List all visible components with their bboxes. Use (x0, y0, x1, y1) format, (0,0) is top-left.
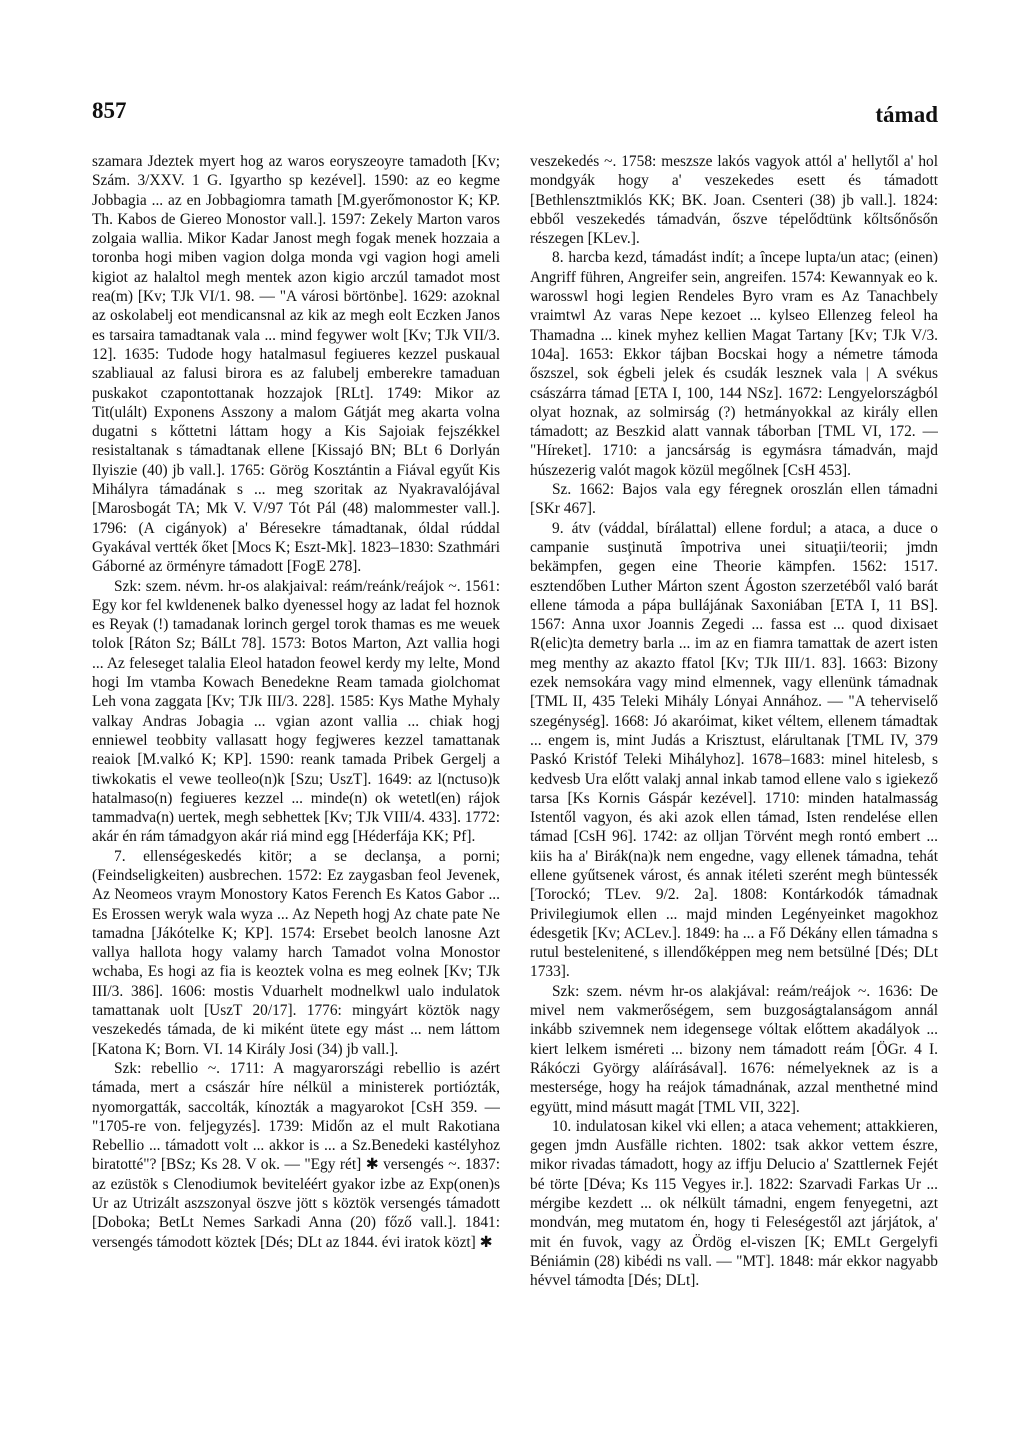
page-number: 857 (92, 98, 127, 123)
paragraph: Szk: szem. névm. hr-os alakjaival: reám/reánk/reájok ~. 1561: Egy kor fel kwldenenek balko dyenessel hogy az ladat fel hoznok es Reyak (!) tamadanak lorinch gergel torok thamas es me weuek tolok [Ráton Sz; BálLt 78]. 1573: Botos Marton, Azt vallia hogi ... Az feleseget talalia Eleol hatadon feowel kerdy my lelte, Mond hogi Im vtamba Kowach Benedekne Ream tamada giolchomat Leh vona zaggata [Kv; TJk III/3. 228]. 1585: Kys Mathe Myhaly valkay Andras Jobagia ... vgian azont vallia ... chiak hogj enniewel teobbity vallasatt hogy fegjweres kezzel tamattanak reaiok [M.valkó K; KP]. 1590: reank tamada Pribek Gergelj a tiwkokatis el vewe teolleo(n)k [Szu; UszT]. 1649: az l(nctuso)k hatalmaso(n) fegiueres kezzel ... minde(n) ok wetetl(en) rájok tammadva(n) uertek, megh sebhettek [Kv; TJk VIII/4. 433]. 1772: akár én rám támadgyon akár riá mind egg [Héderfája KK; Pf]. (92, 577, 500, 846)
paragraph: 9. átv (váddal, bírálattal) ellene fordul; a ataca, a duce o campanie susţinută împotriva unei situaţii/teorii; jmdn bekämpfen, gegen eine Theorie kämpfen. 1562: 1517. esztendőben Luther Márton szent Ágoston szerzetéből való barát ellene támoda a pápa bullájának Saxoniában [ETA I, 11 BS]. 1567: Anna uxor Joannis Zegedi ... fassa est ... quod dixisaet R(elic)ta demetry barla ... im az en fiamra tamattak de azert isten meg menthy az akazto ffatol [Kv; TJk III/1. 83]. 1663: Bizony ezek nemsokára vagy mind elmennek, vagy ellenünk támadnak [TML II, 435 Teleki Mihály Lónyai Annához. — "A teherviselő szegénység]. 1668: Jó akaróimat, kiket véltem, ellenem támadtak ... engem is, mint Judás a Krisztust, elárultanak [TML IV, 379 Paskó Kristóf Teleki Mihályhoz]. 1678–1683: minel hitelesb, s kedvesb Ura előtt valakj annal inkab tamod ellene valo s igiekező tarsa [Ks Kornis Gáspár kezével]. 1710: minden hatalmasság Istentől vagyon, és aki azok ellen támad, Isten rendelése ellen támad [CsH 96]. 1742: az olljan Törvént megh rontó embert ... kiis ha a' Birák(na)k nem engedne, vagy ellenek támadna, tehát ellene gyűtsenek várost, és annak itéleti szerént megh büntessék [Torockó; TLev. 9/2. 2a]. 1808: Kontárkodók támadnak Privilegiumok ellen ... majd minden Legényeinket magokhoz édesgetik [Kv; ACLev.]. 1849: ha ... a Fő Dékány ellen támadna s rutul bestelenitené, s illendőképpen meg nem betsülné [Dés; DLt 1733]. (530, 519, 938, 981)
paragraph: szamara Jdeztek myert hog az waros eoryszeoyre tamadoth [Kv; Szám. 3/XXV. 1 G. Igyartho sp kezével]. 1590: az eo kegme Jobbagia ... az en Jobbagiomra tamath [M.gyerőmonostor K; KP. Th. Kabos de Giereo Monostor vall.]. 1597: Zekely Marton varos zolgaia wallia. Mikor Kadar Janost megh fogak menek hozzaia a toronba hogi miben vagion dolga monda vgi vagion hogi ameli kigiot az halaltol megh mentek azon kigio arczúl tamadot most rea(m) [Kv; TJk VI/1. 98. — "A városi börtönbe]. 1629: azoknal az oskolabelj eot mendicansnal az kik az megh eolt Eczken Janos es tarsaira tamadtanak vala ... mind fegywer wolt [Kv; TJk VII/3. 12]. 1635: Tudode hogy hatalmasul fegiueres kezzel puskaual szabliaual az falusi birora es az falubelj emberekre tamaduan puskakot czapontottanak hozzajok [RLt]. 1749: Mikor az Tit(ulált) Exponens Asszony a malom Gátját meg akarta volna dugatni s kőttetni láttam hogy a Kis Sajoiak fejszékkel resistaltanak s támadtanak ellene [Kissajó BN; BLt 6 Dorlyán Ilyiszie (40) jb vall.]. 1765: Görög Kosztántin a Fiával egyűt Kis Mihályra támadának s ... meg szoritak az Nyakravalójával [Marosbogát TA; Mk V. V/97 Tót Pál (48) malommester vall.]. 1796: (A cigányok) a' Béresekre támadtanak, óldal rúddal Gyakával vertték őket [Mocs K; Eszt-Mk]. 1823–1830: Szathmári Gáborné az örményre támadott [FogE 278]. (92, 153, 500, 576)
paragraph: 7. ellenségeskedés kitör; a se declanşa, a porni; (Feindseligkeiten) ausbrechen. 1572: Ez zaygasban feol Jevenek, Az Neomeos vraym Monostory Katos Ferench Es Katos Gabor ... Es Erossen weryk wala wyza ... Az Nepeth hogj Az chate pate Ne tamadna [Jákótelke K; KP]. 1574: Ersebet beolch lanosne Azt vallya hallota hogy valamy harch Tamadot volna Monostor wchaba, Es hogi az fia is keoztek volna es meg eolnek [Kv; TJk III/3. 386]. 1606: mostis Vduarhelt modnelkwl ualo indulatok tamattanak uolt [UszT 20/17]. 1776: mingyárt köztök nagy veszekedés támada, de ki miként ütete egy mást ... nem láttom [Katona K; Born. VI. 14 Király Josi (34) jb vall.]. (92, 847, 500, 1058)
running-head: támad (875, 102, 938, 127)
right-column (530, 152, 938, 1412)
paragraph: 10. indulatosan kikel vki ellen; a ataca vehement; attakkieren, gegen jmdn Ausfälle richten. 1802: tsak akkor vettem észre, mikor rivadas támadott, hogy az iffju Delucio a' Szattlernek Fejét bé törte [Déva; Ks 115 Vegyes ir.]. 1822: Szarvadi Farkas Ur ... mérgibe kezdett ... ok nélkült támadni, engem fenyegetni, azt mondván, meg mutatom én, hogy ti Feleségestől azt járjátok, a' mit én fuvok, vagy az Ördög el-viszen [K; EMLt Gergelyfi Béniámin (28) kibédi ns vall. — "MT]. 1848: már ekkor nagyabb hévvel támodta [Dés; DLt]. (530, 1117, 938, 1290)
paragraph: Sz. 1662: Bajos vala egy féregnek oroszlán ellen támadni [SKr 467]. (530, 481, 938, 518)
dictionary-columns (92, 152, 938, 1412)
paragraph: Szk: rebellio ~. 1711: A magyarországi rebellio is azért támada, mert a császár híre nélkül a ministerek portiózták, nyomorgatták, saccolták, kínozták a magyarokot [CsH 359. — "1705-re von. feljegyzés]. 1739: Midőn az el mult Rakotiana Rebellio ... támadott volt ... akkor is ... a Sz.Benedeki kastélyhoz biratotté"? [BSz; Ks 28. V ok. — "Egy rét] ✱ versengés ~. 1837: az ezüstök s Clenodiumok beviteléért gyakor izbe az Exp(onen)s Ur az Utrizált aszszonyal öszve jött s köztök versengés támadott [Doboka; BetLt Nemes Sarkadi Anna (20) főző vall.]. 1841: versengés támodott köztek [Dés; DLt az 1844. évi iratok közt] ✱ (92, 1059, 500, 1251)
paragraph: Szk: szem. névm hr-os alakjával: reám/reájok ~. 1636: De mivel nem vakmerőségem, sem buzgoságtalanságom annál inkább szivemnek nem idegensege vóltak előttem akadályok ... kiert lelkem isméreti ... bizony nem támadott reám [ÖGr. 4 I. Rákóczi György aláírásával]. 1676: némelyeknek az is a mestersége, hogy ha reájok támadnának, azzal menthetné mind együtt, mind másutt magát [TML VII, 322]. (530, 982, 938, 1116)
page-header (92, 98, 938, 138)
left-column (92, 152, 500, 1412)
paragraph: veszekedés ~. 1758: meszsze lakós vagyok attól a' hellytől a' hol mondgyák hogy a' veszekedes esett és támadott [Bethlensztmiklós KK; BK. Joan. Csenteri (38) jb vall.]. 1824: ebből veszekedés támadván, őszve tépelődtünk kőltsőnősőn részegen [KLev.]. (530, 153, 938, 248)
paragraph: 8. harcba kezd, támadást indít; a începe lupta/un atac; (einen) Angriff führen, Angreifer sein, angreifen. 1574: Kewannyak eo k. warosswl hogi legien Rendeles Byro vram es Az Tanachbely vraimtwl Az varas Nepe kezoet ... kylseo Ellenzeg feleol ha Thamadna ... kinek myhez kellien Magat Tartany [Kv; TJk V/3. 104a]. 1653: Ekkor tájban Bocskai hogy a németre támoda őszszel, sok égbeli jelek és csudák lesznek vala | A svékus császárra támad [ETA I, 100, 144 NSz]. 1672: Lengyelországból olyat hoznak, az solmirság (?) hetmányokkal az király ellen támadott; az Beszkid alatt vannak táborban [TML VI, 172. — "Híreket]. 1710: a jancsárság is egymásra támadván, majd húszezerig valót magok közül megőlnek [CsH 453]. (530, 249, 938, 479)
